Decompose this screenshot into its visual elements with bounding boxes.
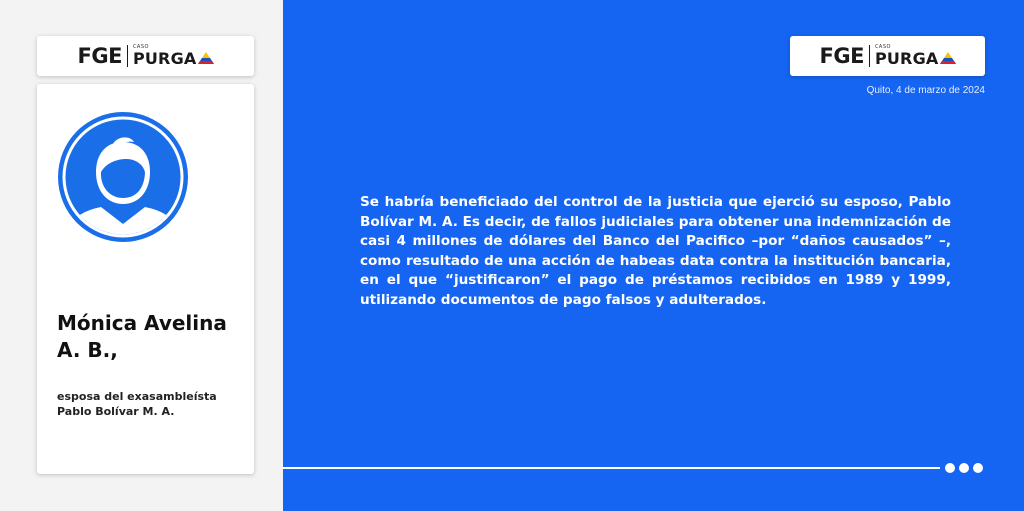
date-label: Quito, 4 de marzo de 2024 bbox=[866, 85, 985, 96]
logo-card-left bbox=[37, 36, 254, 76]
dot bbox=[945, 463, 955, 473]
logo-caso-purga bbox=[875, 45, 939, 67]
person-name: Mónica Avelina A. B., bbox=[57, 311, 227, 362]
fge-purga-logo bbox=[78, 43, 214, 69]
logo-fge-text: FGE bbox=[819, 43, 864, 68]
fge-purga-logo bbox=[820, 43, 956, 69]
footer-rule bbox=[283, 467, 940, 469]
ecuador-flag-icon bbox=[940, 52, 956, 66]
ecuador-flag-icon bbox=[198, 52, 214, 66]
logo-purga-text: PURGA bbox=[132, 49, 197, 68]
logo-fge-text: FGE bbox=[77, 43, 122, 68]
person-role: esposa del exasambleísta Pablo Bolívar M. A. bbox=[57, 390, 217, 418]
person-silhouette-icon bbox=[56, 106, 190, 252]
dot bbox=[973, 463, 983, 473]
body-paragraph: Se habría beneficiado del control de la justicia que ejerció su esposo, Pablo Bolívar M. A. Es decir, de fallos judiciales para obtener una indemnización de casi 4 millones de dólares del Banco del Pacifico –por “daños causados” –, como resultado de una acción de habeas data contra la institución bancaria, en el que “justificaron” el pago de préstamos recibidos en 1989 y 1999, utilizando documentos de pago falsos y adulterados. bbox=[360, 194, 951, 308]
logo-purga-text: PURGA bbox=[874, 49, 939, 68]
logo-caso-text: CASO bbox=[874, 44, 891, 50]
logo-caso-purga bbox=[133, 45, 197, 67]
three-dots-icon bbox=[945, 463, 983, 473]
profile-card bbox=[37, 84, 254, 474]
logo-divider bbox=[869, 45, 870, 67]
logo-card-right bbox=[790, 36, 985, 76]
dot bbox=[959, 463, 969, 473]
logo-caso-text: CASO bbox=[132, 44, 149, 50]
logo-divider bbox=[127, 45, 128, 67]
